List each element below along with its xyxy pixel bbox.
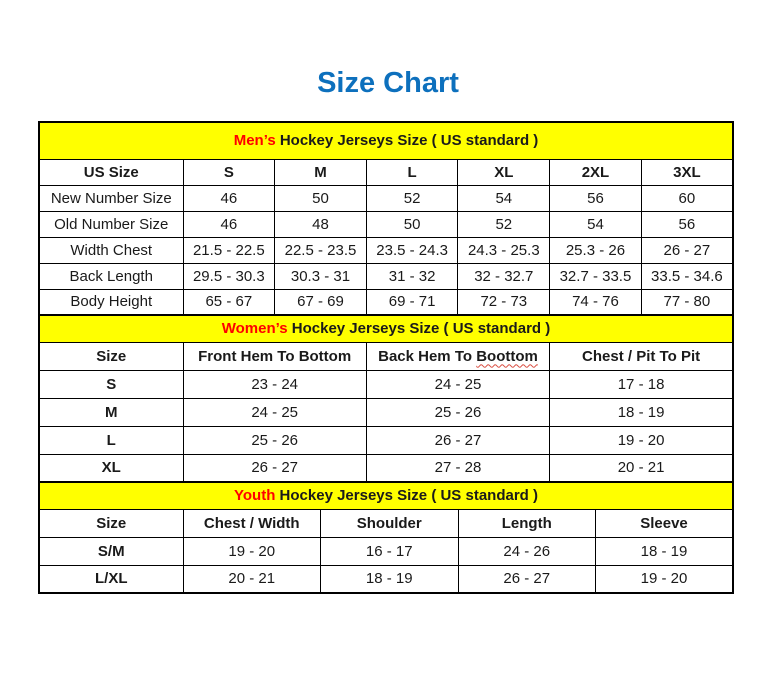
row-label: Body Height	[39, 289, 183, 315]
col-header: Size	[39, 509, 183, 537]
col-header: Front Hem To Bottom	[183, 342, 366, 370]
mens-banner	[39, 122, 733, 159]
col-header: Back Hem To Boottom	[366, 342, 549, 370]
row-label: S	[39, 370, 183, 398]
size-cell: 20 - 21	[183, 565, 321, 593]
size-cell: 22.5 - 23.5	[275, 237, 367, 263]
col-header: XL	[458, 159, 550, 185]
size-cell: 18 - 19	[550, 398, 733, 426]
youth-header-row	[39, 509, 733, 537]
row-label: New Number Size	[39, 185, 183, 211]
size-cell: 27 - 28	[366, 454, 549, 482]
misspelled-word: Boottom	[476, 347, 538, 365]
table-row	[39, 237, 733, 263]
table-row	[39, 263, 733, 289]
size-cell: 48	[275, 211, 367, 237]
mens-banner-text: Hockey Jerseys Size ( US standard )	[275, 132, 539, 150]
womens-size-table	[38, 314, 734, 483]
col-header: S	[183, 159, 275, 185]
womens-banner	[39, 315, 733, 342]
womens-banner-row	[39, 315, 733, 342]
size-cell: 69 - 71	[366, 289, 458, 315]
row-label: L	[39, 426, 183, 454]
size-cell: 46	[183, 211, 275, 237]
col-header: L	[366, 159, 458, 185]
mens-banner-highlight: Men’s	[233, 132, 276, 150]
youth-size-table	[38, 481, 734, 594]
size-cell: 18 - 19	[596, 537, 734, 565]
size-cell: 30.3 - 31	[275, 263, 367, 289]
size-cell: 16 - 17	[321, 537, 459, 565]
size-cell: 74 - 76	[550, 289, 642, 315]
youth-banner-text: Hockey Jerseys Size ( US standard )	[275, 487, 538, 505]
page-title: Size Chart	[317, 67, 459, 99]
size-cell: 25.3 - 26	[550, 237, 642, 263]
size-cell: 20 - 21	[550, 454, 733, 482]
size-cell: 26 - 27	[366, 426, 549, 454]
table-row	[39, 537, 733, 565]
youth-banner-row	[39, 482, 733, 509]
size-cell: 54	[550, 211, 642, 237]
mens-banner-row	[39, 122, 733, 159]
size-cell: 26 - 27	[458, 565, 596, 593]
womens-header-row	[39, 342, 733, 370]
size-cell: 65 - 67	[183, 289, 275, 315]
col-header: Size	[39, 342, 183, 370]
size-cell: 26 - 27	[183, 454, 366, 482]
col-header: Shoulder	[321, 509, 459, 537]
row-label: Old Number Size	[39, 211, 183, 237]
size-cell: 54	[458, 185, 550, 211]
table-row	[39, 426, 733, 454]
table-row	[39, 565, 733, 593]
size-cell: 17 - 18	[550, 370, 733, 398]
size-cell: 19 - 20	[183, 537, 321, 565]
size-cell: 24 - 25	[366, 370, 549, 398]
size-cell: 72 - 73	[458, 289, 550, 315]
table-row	[39, 398, 733, 426]
size-cell: 50	[366, 211, 458, 237]
size-chart	[38, 121, 734, 594]
size-cell: 31 - 32	[366, 263, 458, 289]
row-label: XL	[39, 454, 183, 482]
size-cell: 50	[275, 185, 367, 211]
mens-size-table	[38, 121, 734, 316]
size-cell: 24 - 25	[183, 398, 366, 426]
col-header: M	[275, 159, 367, 185]
table-row	[39, 211, 733, 237]
size-cell: 19 - 20	[596, 565, 734, 593]
size-cell: 24.3 - 25.3	[458, 237, 550, 263]
row-label: S/M	[39, 537, 183, 565]
size-cell: 18 - 19	[321, 565, 459, 593]
table-row	[39, 370, 733, 398]
size-cell: 29.5 - 30.3	[183, 263, 275, 289]
size-cell: 56	[641, 211, 733, 237]
size-cell: 46	[183, 185, 275, 211]
youth-banner-highlight: Youth	[234, 487, 276, 505]
size-cell: 32 - 32.7	[458, 263, 550, 289]
size-cell: 52	[366, 185, 458, 211]
size-cell: 33.5 - 34.6	[641, 263, 733, 289]
table-row	[39, 185, 733, 211]
size-cell: 77 - 80	[641, 289, 733, 315]
row-label: Width Chest	[39, 237, 183, 263]
row-label: L/XL	[39, 565, 183, 593]
size-cell: 52	[458, 211, 550, 237]
womens-banner-highlight: Women’s	[221, 320, 288, 338]
size-cell: 23.5 - 24.3	[366, 237, 458, 263]
size-cell: 67 - 69	[275, 289, 367, 315]
col-header: Length	[458, 509, 596, 537]
col-header: Chest / Width	[183, 509, 321, 537]
womens-banner-text: Hockey Jerseys Size ( US standard )	[287, 320, 551, 338]
row-label: Back Length	[39, 263, 183, 289]
table-row	[39, 454, 733, 482]
mens-header-row	[39, 159, 733, 185]
size-cell: 25 - 26	[366, 398, 549, 426]
col-header: 3XL	[641, 159, 733, 185]
size-cell: 56	[550, 185, 642, 211]
size-cell: 26 - 27	[641, 237, 733, 263]
size-cell: 21.5 - 22.5	[183, 237, 275, 263]
table-row	[39, 289, 733, 315]
size-cell: 24 - 26	[458, 537, 596, 565]
col-header: 2XL	[550, 159, 642, 185]
size-cell: 19 - 20	[550, 426, 733, 454]
col-header: US Size	[39, 159, 183, 185]
size-cell: 23 - 24	[183, 370, 366, 398]
size-cell: 32.7 - 33.5	[550, 263, 642, 289]
size-cell: 25 - 26	[183, 426, 366, 454]
row-label: M	[39, 398, 183, 426]
size-cell: 60	[641, 185, 733, 211]
youth-banner	[39, 482, 733, 509]
col-header: Sleeve	[596, 509, 734, 537]
col-header: Chest / Pit To Pit	[550, 342, 733, 370]
